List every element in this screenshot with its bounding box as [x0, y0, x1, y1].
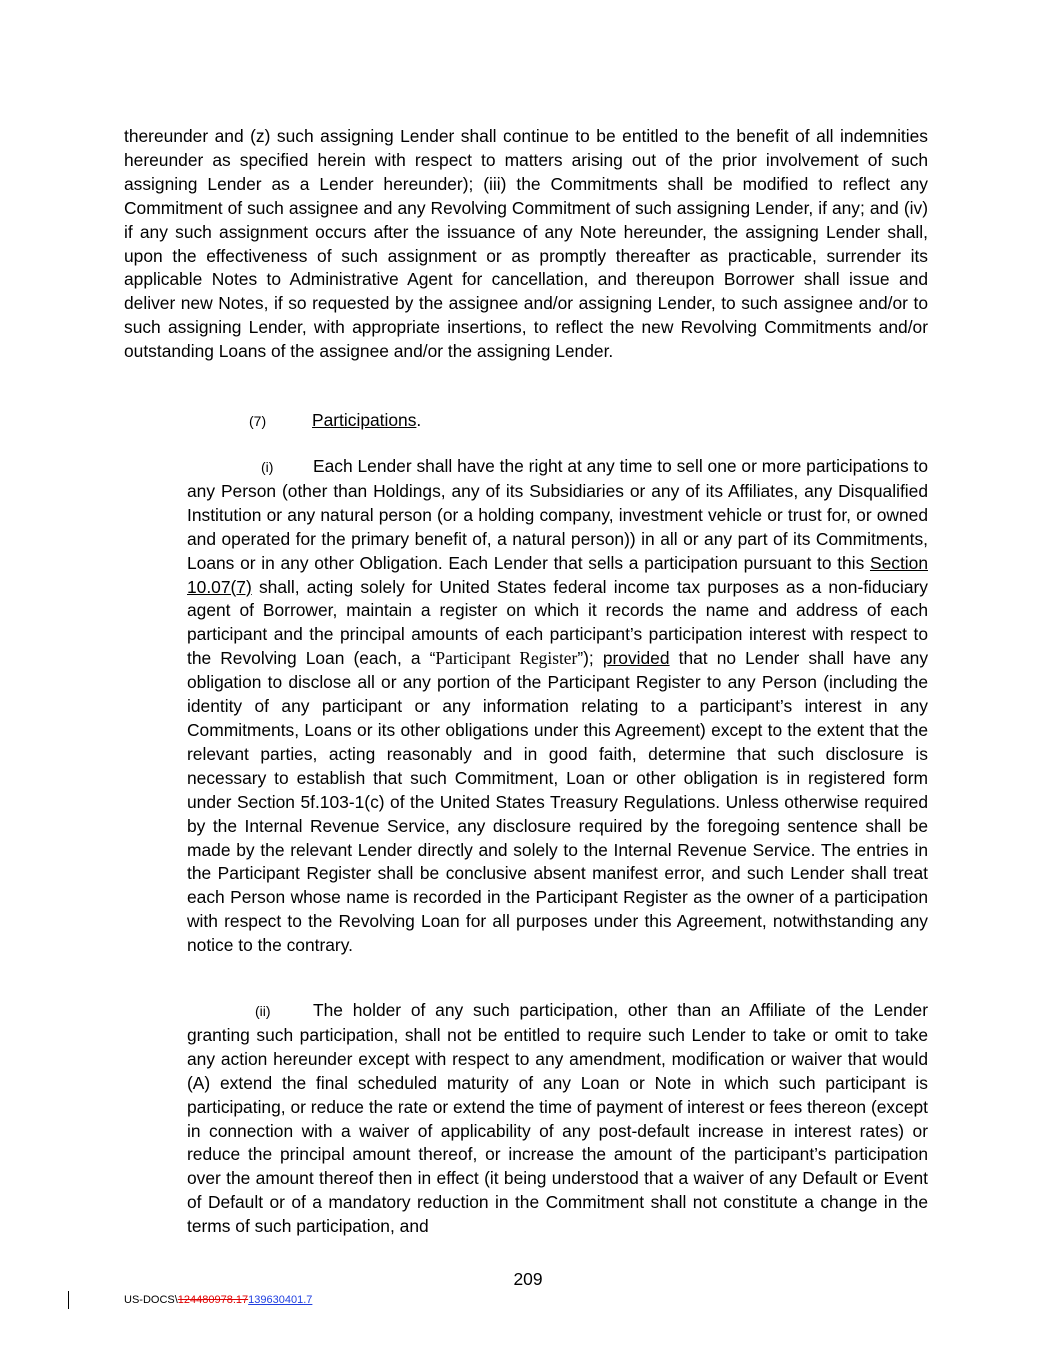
section-title [312, 408, 421, 432]
subparagraph-text: that no Lender shall have any obligation to disclose all or any portion of the Participant Register to any Person (including the identity of any participant or any information relating to a participant’s interest in any Commitments, Loans or its other obligations under this Agreement) except to the extent that the relevant parties, acting reasonably and in good faith, determine that such disclosure is necessary to establish that such Commitment, Loan or other obligation is in registered form under Section 5f.103-1(c) of the United States Treasury Regulations. Unless otherwise required by the Internal Revenue Service, any disclosure required by the foregoing sentence shall be made by the relevant Lender directly and solely to the Internal Revenue Service. The entries in the Participant Register shall be conclusive absent manifest error, and such Lender shall treat each Person whose name is recorded in the Participant Register as the owner of a participation with respect to the Revolving Loan for all purposes under this Agreement, notwithstanding any notice to the contrary. [187, 648, 929, 956]
doc-id-deleted: 124480978.17 [177, 1294, 249, 1306]
subparagraph-text: ”); [577, 648, 603, 669]
subparagraph-i [187, 455, 928, 958]
section-reference: Section 10.07(7) [187, 552, 928, 597]
proviso-term: provided [602, 648, 670, 669]
document-id-footer [124, 1294, 312, 1306]
subparagraph-text: shall, acting solely for United States federal income tax purposes as a non-fiduciary agent of Borrower, maintain a register on which it records the name and address of each participant and the principal amounts of each participant’s participation interest with respect to the Revolving Loan (each, a “ [187, 576, 928, 669]
subparagraph-marker: (i) [261, 459, 274, 475]
subparagraph-text: Each Lender shall have the right at any time to sell one or more participations to any Person (other than Holdings, any of its Subsidiaries or any of its Affiliates, any Disqualified Institution or any natural person (or a holding company, investment vehicle or trust for, or owned and operated for the primary benefit of, a natural person)) in all or any part of its Commitments, Loans or in any other Obligation. Each Lender that sells a participation pursuant to this [187, 456, 928, 573]
body-paragraph: thereunder and (z) such assigning Lender shall continue to be entitled to the benefit of all indemnities hereunder as specified herein with respect to matters arising out of the prior involvement of such assigning Lender as a Lender hereunder); (iii) the Commitments shall be modified to reflect any Commitment of such assignee and any Revolving Commitment of such assigning Lender, if any; and (iv) if any such assignment occurs after the issuance of any Note hereunder, the assigning Lender shall, upon the effectiveness of such assignment or as promptly thereafter as practicable, surrender its applicable Notes to Administrative Agent for cancellation, and thereupon Borrower shall issue and deliver new Notes, if so requested by the assignee and/or assigning Lender, to such assignee and/or to such assigning Lender, with appropriate insertions, to reflect the new Revolving Commitments and/or outstanding Loans of the assignee and/or the assigning Lender. [124, 126, 928, 362]
subparagraph-ii [187, 999, 928, 1239]
subparagraph-text: The holder of any such participation, other than an Affiliate of the Lender granting such participation, shall not be entitled to require such Lender to take or omit to take any action hereunder except with respect to any amendment, modification or waiver that would (A) extend the final scheduled maturity of any Loan or Note in which such participant is participating, or reduce the rate or extend the time of payment of interest or fees thereon (except in connection with a waiver of applicability of any post-default increase in interest rates) or reduce the principal amount thereof, or increase the amount of the participant’s participation over the amount thereof then in effect (it being understood that a waiver of any Default or Event of Default or of a mandatory reduction in the Commitment shall not constitute a change in the terms of such participation, and [187, 1000, 928, 1237]
section-number: (7) [249, 413, 267, 429]
section-title-suffix: . [416, 410, 422, 430]
doc-id-prefix: US-DOCS\ [124, 1294, 178, 1306]
page-number: 209 [513, 1269, 543, 1289]
doc-id-inserted: 139630401.7 [248, 1294, 313, 1306]
subparagraph-marker: (ii) [255, 1003, 271, 1019]
defined-term: Participant Register [435, 648, 578, 669]
revision-bar [68, 1291, 69, 1309]
section-title-text: Participations [312, 410, 417, 430]
